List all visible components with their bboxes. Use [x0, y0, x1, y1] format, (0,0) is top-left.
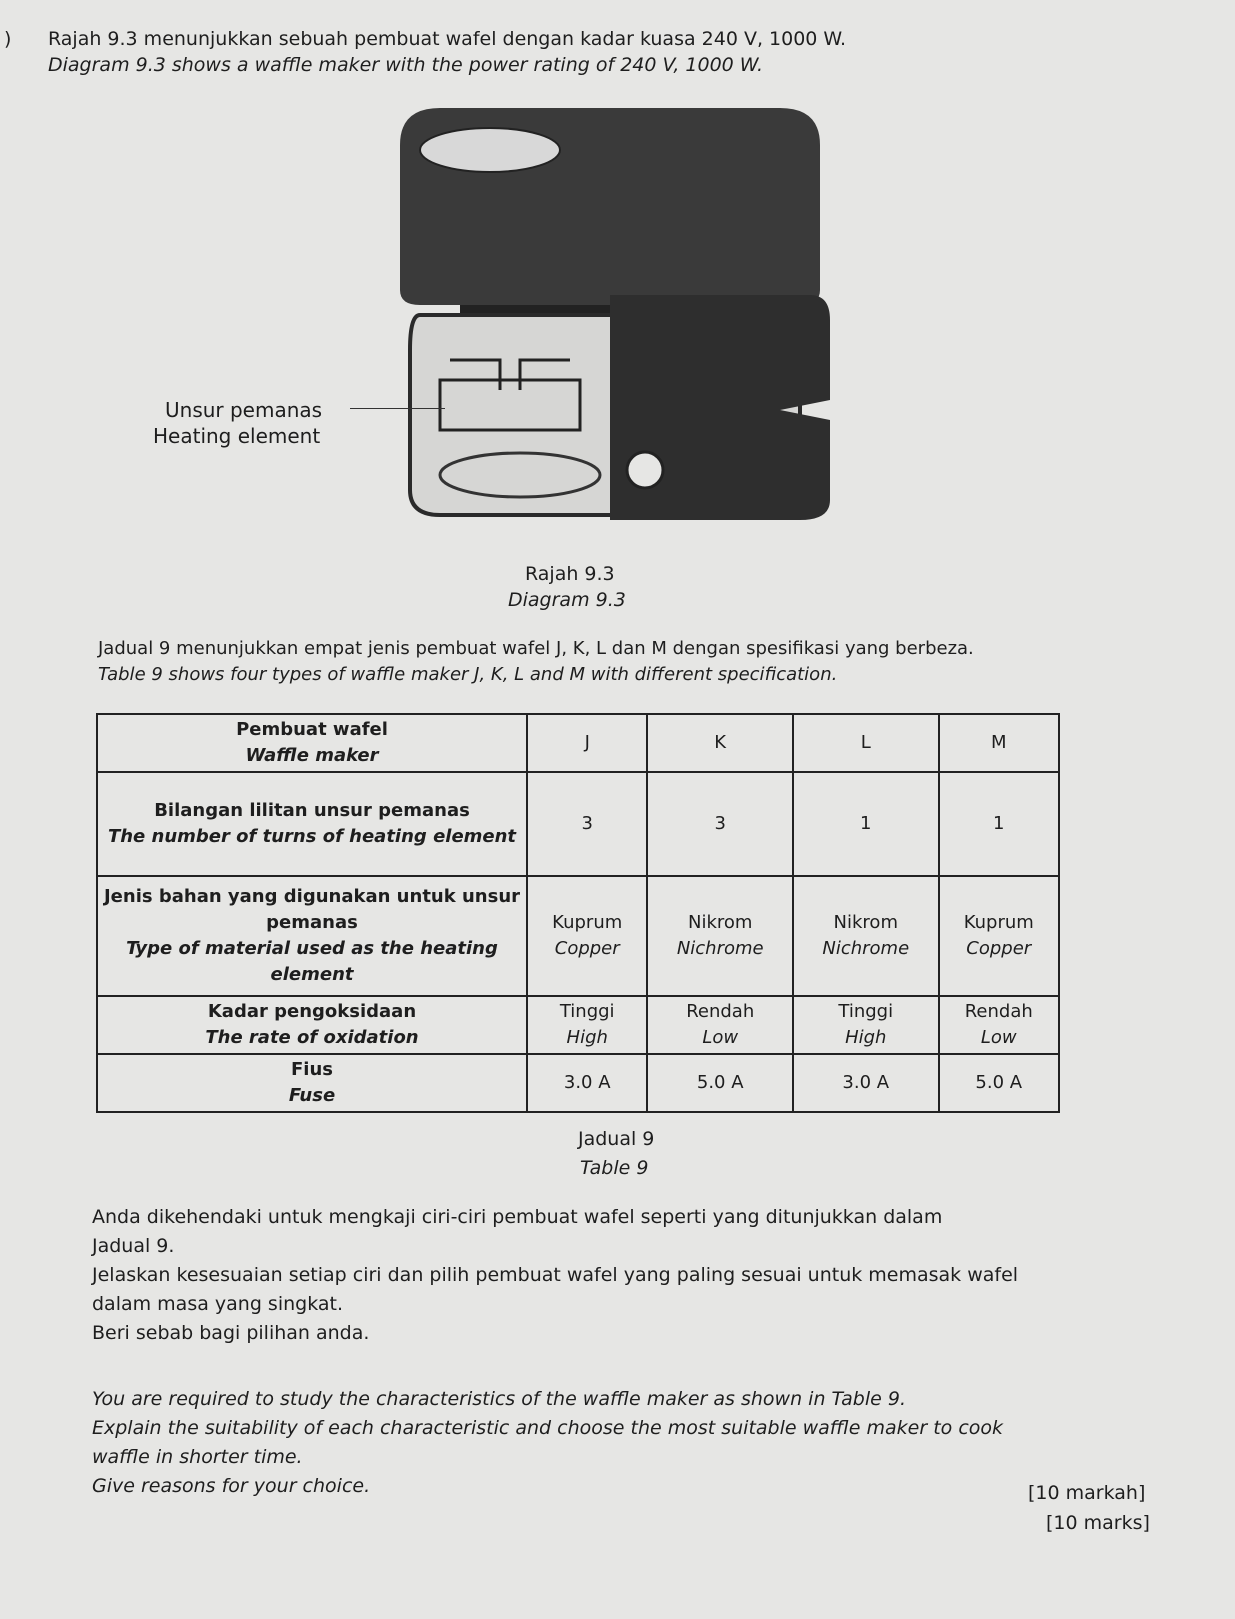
row-label-malay: Jenis bahan yang digunakan untuk unsur pemanas	[103, 886, 521, 933]
instruction-line: waffle in shorter time.	[92, 1446, 303, 1468]
header-col-j: J	[527, 714, 647, 772]
row-label-english: The rate of oxidation	[205, 1027, 419, 1048]
cell-value-english: Copper	[554, 938, 620, 959]
table-row-fuse	[97, 1054, 1059, 1112]
table-row-turns	[97, 772, 1059, 876]
row-label-oxidation	[97, 996, 527, 1054]
cell-value-english: Nichrome	[822, 938, 910, 959]
cell-fuse-k: 5.0 A	[647, 1054, 793, 1112]
instructions-english	[92, 1385, 1172, 1501]
table-intro-english: Table 9 shows four types of waffle maker J, K, L and M with different specification.	[98, 664, 838, 685]
row-label-malay: Kadar pengoksidaan	[207, 1001, 417, 1022]
row-label-fuse	[97, 1054, 527, 1112]
header-col-m: M	[939, 714, 1059, 772]
table-header-row	[97, 714, 1059, 772]
cell-material-l	[793, 876, 939, 996]
table-row-oxidation	[97, 996, 1059, 1054]
instruction-line: Jadual 9.	[92, 1235, 175, 1257]
cell-value-english: High	[566, 1027, 608, 1048]
row-label-malay: Fius	[291, 1059, 333, 1080]
row-label-english: Fuse	[288, 1085, 336, 1106]
table-intro-malay: Jadual 9 menunjukkan empat jenis pembuat wafel J, K, L dan M dengan spesifikasi yang berbeza.	[98, 638, 974, 659]
waffle-maker-diagram	[380, 100, 840, 540]
cell-turns-l: 1	[793, 772, 939, 876]
waffle-maker-table	[96, 713, 1060, 1113]
instruction-line: Give reasons for your choice.	[92, 1475, 371, 1497]
power-knob	[627, 452, 663, 488]
cell-value-malay: Rendah	[686, 1001, 755, 1022]
heating-element-label-english: Heating element	[153, 424, 321, 448]
cell-material-j	[527, 876, 647, 996]
diagram-caption-english: Diagram 9.3	[508, 589, 626, 611]
instruction-line: Anda dikehendaki untuk mengkaji ciri-ciri pembuat wafel seperti yang ditunjukkan dalam	[92, 1206, 943, 1228]
table-caption-english: Table 9	[580, 1157, 649, 1179]
diagram-caption-malay: Rajah 9.3	[525, 563, 615, 585]
cell-turns-m: 1	[939, 772, 1059, 876]
instruction-line: Jelaskan kesesuaian setiap ciri dan pilih pembuat wafel yang paling sesuai untuk memasak wafel	[92, 1264, 1019, 1286]
cell-oxidation-l	[793, 996, 939, 1054]
heating-element-label-malay: Unsur pemanas	[165, 398, 323, 422]
header-label-malay: Pembuat wafel	[236, 719, 388, 740]
marks-malay: [10 markah]	[1028, 1482, 1146, 1504]
question-intro-english: Diagram 9.3 shows a waffle maker with the power rating of 240 V, 1000 W.	[48, 54, 764, 76]
cell-value-malay: Tinggi	[559, 1001, 615, 1022]
label-pointer-line	[350, 408, 445, 409]
cell-value-malay: Nikrom	[687, 912, 753, 933]
question-intro-malay: Rajah 9.3 menunjukkan sebuah pembuat wafel dengan kadar kuasa 240 V, 1000 W.	[48, 28, 847, 50]
cell-oxidation-j	[527, 996, 647, 1054]
cell-fuse-m: 5.0 A	[939, 1054, 1059, 1112]
instruction-line: You are required to study the characteristics of the waffle maker as shown in Table 9.	[92, 1388, 906, 1410]
cell-value-english: Low	[702, 1027, 739, 1048]
marks-english: [10 marks]	[1046, 1512, 1150, 1534]
row-label-turns	[97, 772, 527, 876]
instruction-line: Beri sebab bagi pilihan anda.	[92, 1322, 370, 1344]
question-marker: )	[4, 28, 12, 50]
header-col-k: K	[647, 714, 793, 772]
header-label-cell	[97, 714, 527, 772]
row-label-material	[97, 876, 527, 996]
instruction-line: Explain the suitability of each characteristic and choose the most suitable waffle maker to cook	[92, 1417, 1004, 1439]
cell-oxidation-k	[647, 996, 793, 1054]
cell-value-english: High	[845, 1027, 887, 1048]
cell-oxidation-m	[939, 996, 1059, 1054]
cell-fuse-j: 3.0 A	[527, 1054, 647, 1112]
instructions-malay	[92, 1203, 1172, 1348]
lid-handle	[420, 128, 560, 172]
header-label-english: Waffle maker	[245, 745, 379, 766]
cell-value-malay: Kuprum	[963, 912, 1034, 933]
cell-material-m	[939, 876, 1059, 996]
cell-material-k	[647, 876, 793, 996]
cell-turns-k: 3	[647, 772, 793, 876]
table-row-material	[97, 876, 1059, 996]
cell-value-english: Low	[980, 1027, 1017, 1048]
cell-value-malay: Nikrom	[833, 912, 898, 933]
cell-value-malay: Tinggi	[838, 1001, 894, 1022]
row-label-english: The number of turns of heating element	[107, 826, 517, 847]
header-col-l: L	[793, 714, 939, 772]
instruction-line: dalam masa yang singkat.	[92, 1293, 344, 1315]
cell-value-malay: Kuprum	[552, 912, 623, 933]
row-label-malay: Bilangan lilitan unsur pemanas	[154, 800, 470, 821]
row-label-english: Type of material used as the heating element	[126, 938, 498, 985]
cell-value-english: Nichrome	[676, 938, 764, 959]
cell-turns-j: 3	[527, 772, 647, 876]
table-caption-malay: Jadual 9	[578, 1128, 655, 1150]
cell-fuse-l: 3.0 A	[793, 1054, 939, 1112]
cell-value-english: Copper	[966, 938, 1032, 959]
cell-value-malay: Rendah	[964, 1001, 1033, 1022]
